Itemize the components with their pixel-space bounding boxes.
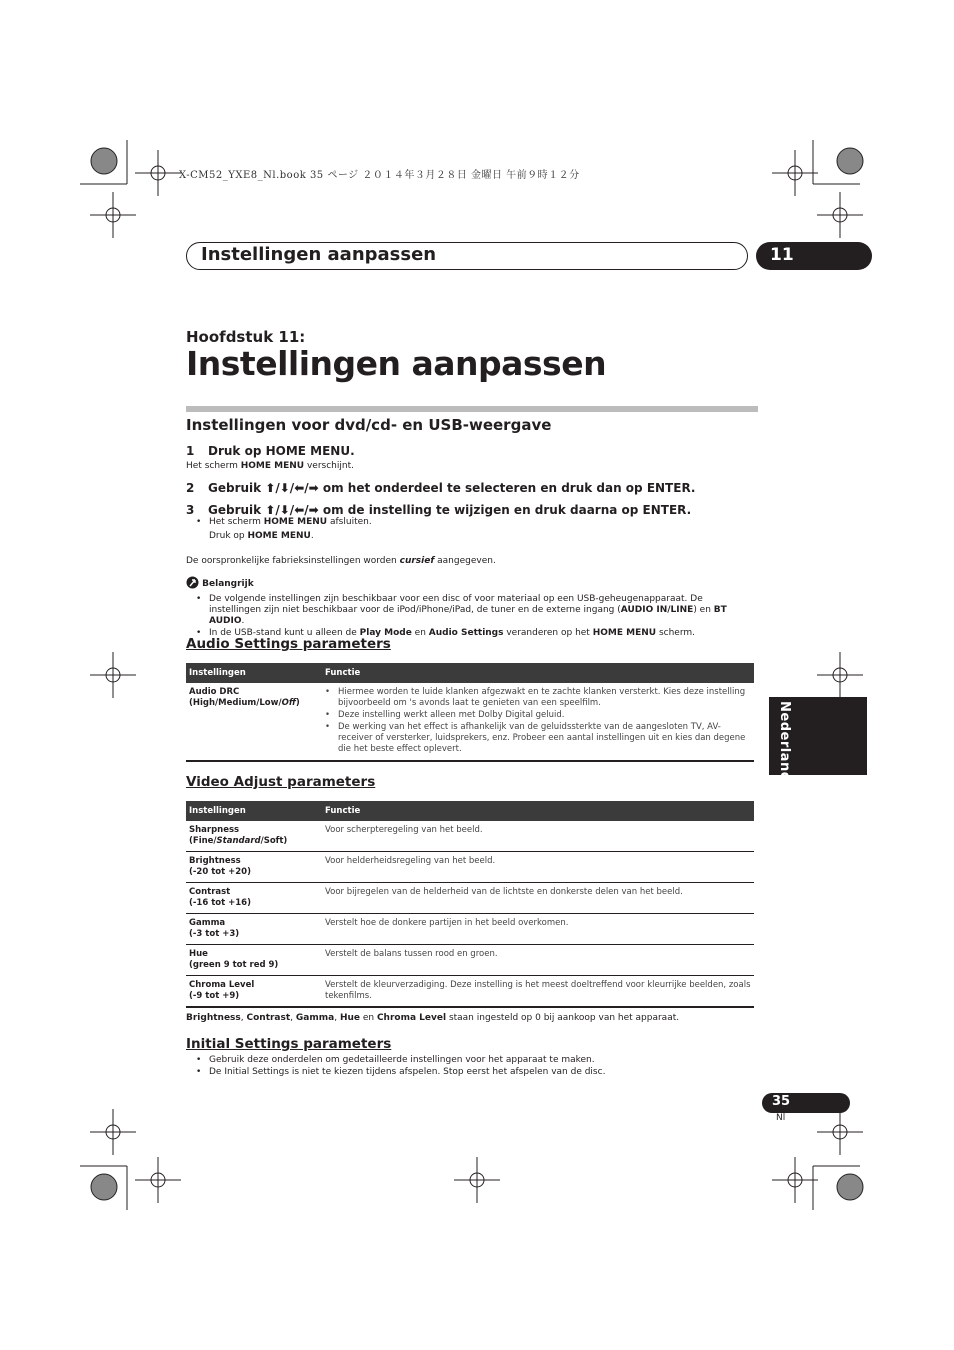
step-1-note: Het scherm HOME MENU verschijnt. <box>186 461 354 471</box>
column-header: Functie <box>322 801 754 821</box>
list-item: • De volgende instellingen zijn beschikbaar voor een disc of voor materiaal op een USB-geheugenapparaat. De instellingen zijn niet beschikbaar voor de iPod/iPhone/iPad, de tuner en de externe ingang (AUDIO IN/LINE) en BT AUDIO. <box>196 594 756 627</box>
list-item: • Het scherm HOME MENU afsluiten. <box>196 517 756 528</box>
setting-description: Verstelt de kleurverzadiging. Deze instelling is het meest doeltreffend voor kleurrijke beelden, zoals tekenfilms. <box>322 976 754 1008</box>
list-item: • In de USB-stand kunt u alleen de Play Mode en Audio Settings veranderen op het HOME MENU scherm. <box>196 628 756 639</box>
chapter-header-title: Instellingen aanpassen <box>201 244 437 265</box>
setting-name: Chroma Level (-9 tot +9) <box>186 976 322 1008</box>
page-language-code: Nl <box>776 1113 786 1123</box>
list-item: • Hiermee worden te luide klanken afgezwakt en te zachte klanken versterkt. Kies deze instelling bijvoorbeeld om 's avonds laat te genieten van een speelfilm. <box>325 687 751 709</box>
language-side-tab <box>769 697 867 790</box>
initial-settings-list <box>196 1055 756 1079</box>
arrow-keys-icon: ⬆/⬇/⬅/➡ <box>265 481 319 495</box>
setting-name: Sharpness (Fine/Standard/Soft) <box>186 821 322 852</box>
chapter-label: Hoofdstuk 11: <box>186 328 306 346</box>
setting-name: Hue (green 9 tot red 9) <box>186 945 322 976</box>
setting-name: Brightness (-20 tot +20) <box>186 852 322 883</box>
setting-name: Gamma (-3 tot +3) <box>186 914 322 945</box>
step-number: 1 <box>186 444 195 458</box>
table-header-row <box>186 663 754 683</box>
step-number: 2 <box>186 481 195 495</box>
setting-name: Audio DRC (High/Medium/Low/Off) <box>186 683 322 761</box>
page-number: 35 <box>772 1094 791 1109</box>
audio-settings-heading: Audio Settings parameters <box>186 636 391 652</box>
setting-description: Verstelt de balans tussen rood en groen. <box>322 945 754 976</box>
list-item: • Deze instelling werkt alleen met Dolby Digital geluid. <box>325 710 751 721</box>
step-3-subnote: Druk op HOME MENU. <box>209 531 314 541</box>
section-divider <box>186 406 758 412</box>
step-number: 3 <box>186 503 195 517</box>
list-item: • De werking van het effect is afhankelijk van de geluidssterkte van de aangesloten TV, AV-receiver of versterker, luidsprekers, enz. Probeer een aantal instellingen uit en kies dan degene die het beste effect oplevert. <box>325 722 751 755</box>
chapter-header-bar <box>186 242 748 270</box>
table-row <box>186 945 754 976</box>
chapter-number-badge <box>756 242 872 270</box>
step-1 <box>186 444 355 458</box>
column-header: Instellingen <box>186 801 322 821</box>
important-heading <box>186 576 254 589</box>
column-header: Functie <box>322 663 754 683</box>
table-header-row <box>186 801 754 821</box>
video-adjust-table <box>186 801 754 1008</box>
setting-description: Voor helderheidsregeling van het beeld. <box>322 852 754 883</box>
setting-name: Contrast (-16 tot +16) <box>186 883 322 914</box>
video-defaults-note: Brightness, Contrast, Gamma, Hue en Chroma Level staan ingesteld op 0 bij aankoop van het apparaat. <box>186 1013 680 1023</box>
page-title: Instellingen aanpassen <box>186 344 607 383</box>
step-3-notes <box>196 517 756 529</box>
setting-description: Voor scherpteregeling van het beeld. <box>322 821 754 852</box>
list-item: • De Initial Settings is niet te kiezen tijdens afspelen. Stop eerst het afspelen van de disc. <box>196 1067 756 1078</box>
list-item: • Gebruik deze onderdelen om gedetailleerde instellingen voor het apparaat te maken. <box>196 1055 756 1066</box>
section-title: Instellingen voor dvd/cd- en USB-weergave <box>186 416 552 434</box>
step-text: Druk op HOME MENU. <box>208 444 355 458</box>
column-header: Instellingen <box>186 663 322 683</box>
page-number-badge <box>762 1093 850 1113</box>
important-list <box>196 594 756 640</box>
table-row <box>186 683 754 761</box>
initial-settings-heading: Initial Settings parameters <box>186 1036 392 1052</box>
audio-settings-table <box>186 663 754 762</box>
important-title: Belangrijk <box>202 579 254 589</box>
step-3: 3 Gebruik ⬆/⬇/⬅/➡ om de instelling te wijzigen en druk daarna op ENTER. <box>186 503 692 517</box>
table-row <box>186 821 754 852</box>
important-icon <box>186 576 199 589</box>
video-adjust-heading: Video Adjust parameters <box>186 774 376 790</box>
setting-description <box>322 683 754 761</box>
print-header: X-CM52_YXE8_Nl.book 35 ページ ２０１４年３月２８日 金曜日 午前９時１２分 <box>179 170 580 181</box>
language-label: Nederlands <box>777 701 792 790</box>
table-row <box>186 883 754 914</box>
table-row <box>186 852 754 883</box>
setting-description: Voor bijregelen van de helderheid van de lichtste en donkerste delen van het beeld. <box>322 883 754 914</box>
chapter-number: 11 <box>770 245 794 265</box>
table-row <box>186 914 754 945</box>
step-2: 2 Gebruik ⬆/⬇/⬅/➡ om het onderdeel te selecteren en druk dan op ENTER. <box>186 481 696 495</box>
arrow-keys-icon: ⬆/⬇/⬅/➡ <box>265 503 319 517</box>
factory-defaults-note: De oorspronkelijke fabrieksinstellingen worden cursief aangegeven. <box>186 556 496 566</box>
table-row <box>186 976 754 1008</box>
setting-description: Verstelt hoe de donkere partijen in het beeld overkomen. <box>322 914 754 945</box>
